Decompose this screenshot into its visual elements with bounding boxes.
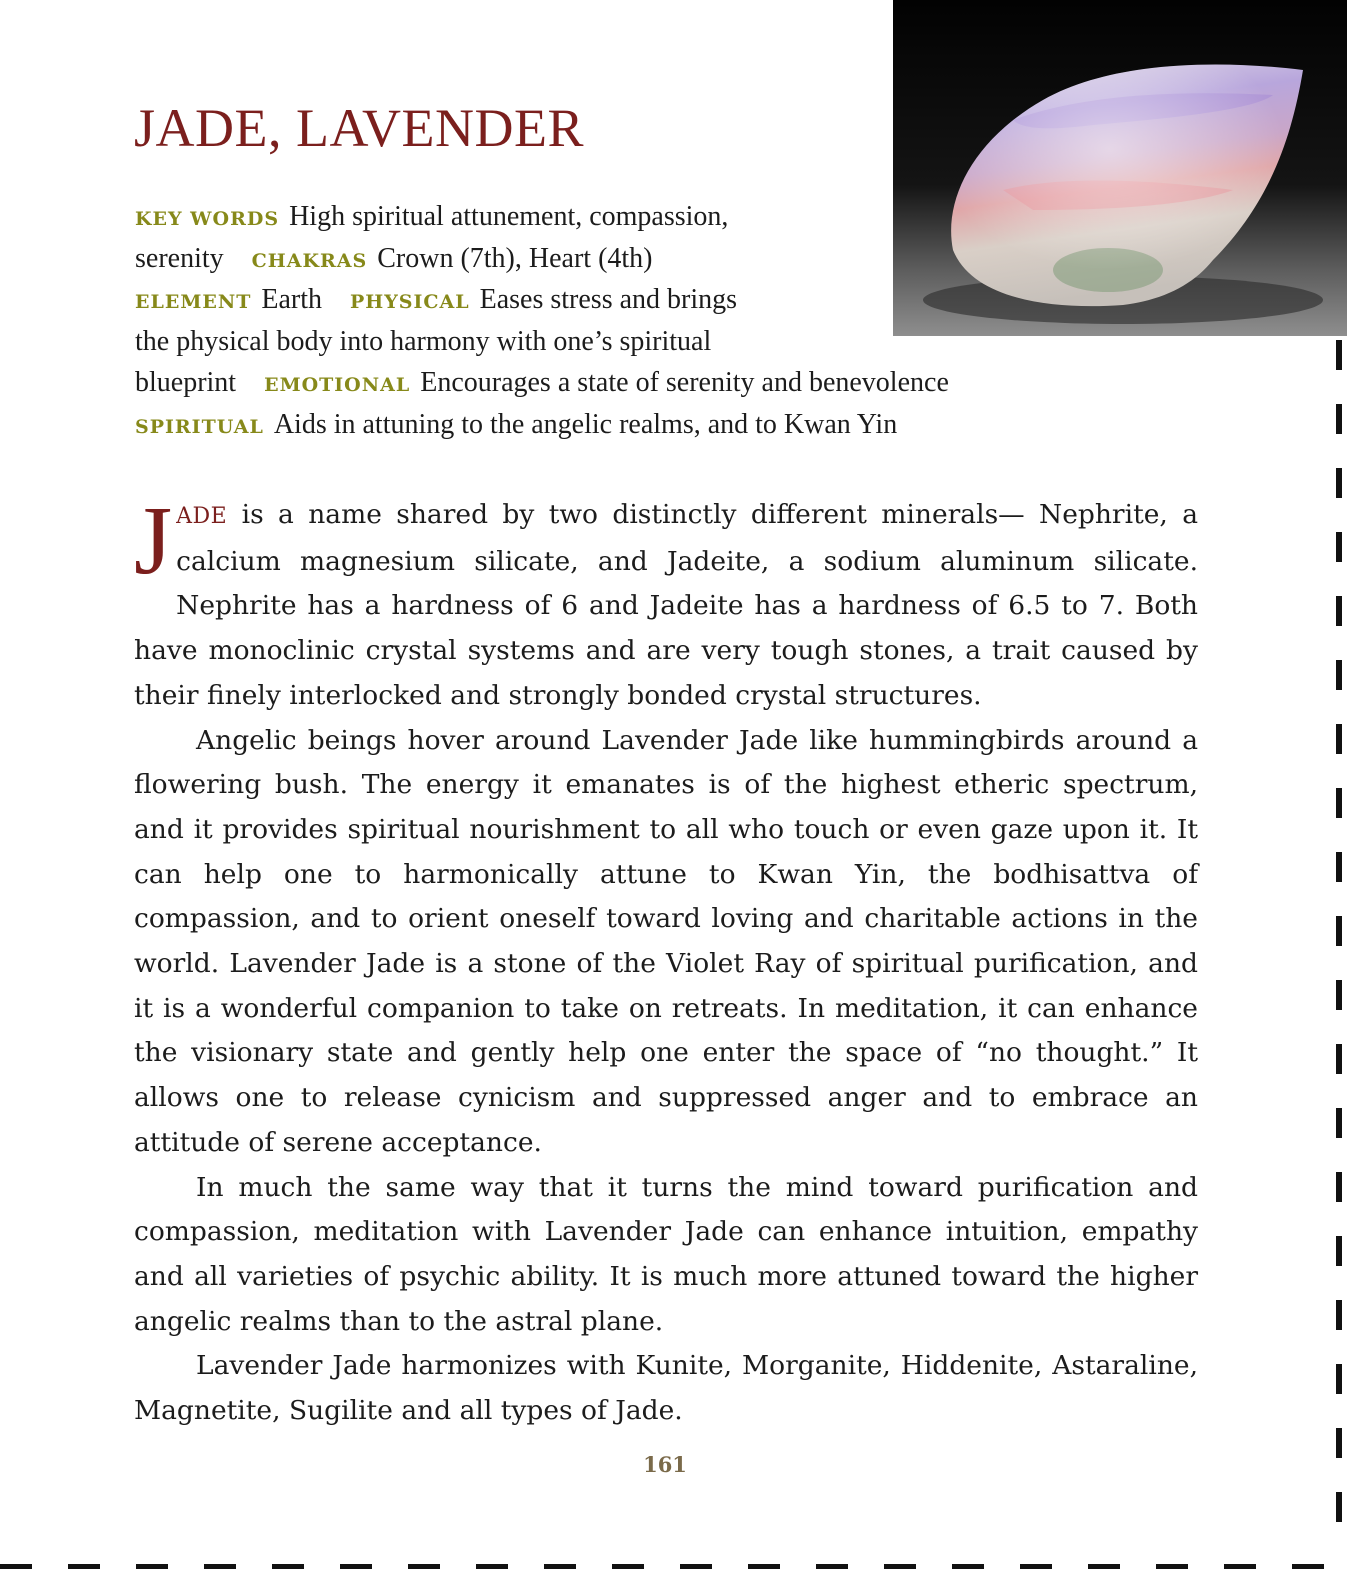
body-text [134,487,1198,1434]
emotional-label: EMOTIONAL [264,374,411,397]
attributes-line-6 [135,404,949,446]
key-words-text: High spiritual attunement, compassion, [289,201,729,232]
paragraph-4: Lavender Jade harmonizes with Kunite, Morganite, Hiddenite, Astaraline, Magnetite, Sugilite and all types of Jade. [134,1350,1198,1427]
physical-text-end: blueprint [135,367,237,399]
physical-text: Eases stress and brings [479,284,738,316]
attributes-block [135,196,949,446]
chakras-label: CHAKRAS [251,249,368,272]
page-number: 161 [643,1452,687,1477]
drop-cap: J [134,487,173,595]
paragraph-1-text: is a name shared by two distinctly different minerals— Nephrite, a calcium magnesium silicate, and Jadeite, a sodium aluminum silicate. Nephrite has a hardness of 6 and Jadeite has a hardness of 6.5 to 7. Both have monoclinic crystal systems and are very tough stones, a trait caused by their finely interlocked and strongly bonded crystal structures. [134,499,1198,711]
key-words-label: KEY WORDS [135,208,280,230]
physical-text-cont: the physical body into harmony with one’s spiritual [135,325,712,357]
page-title: JADE, LAVENDER [134,98,584,158]
right-edge-marks [1336,340,1342,1540]
paragraph-2: Angelic beings hover around Lavender Jade like hummingbirds around a flowering bush. The energy it emanates is of the highest etheric spectrum, and it provides spiritual nourishment to all who touch or even gaze upon it. It can help one to harmonically attune to Kwan Yin, the bodhisattva of compassion, and to orient oneself toward loving and charitable actions in the world. Lavender Jade is a stone of the Violet Ray of spiritual purification, and it is a wonderful companion to take on retreats. In meditation, it can enhance the visionary state and gently help one enter the space of “no thought.” It allows one to release cynicism and suppressed anger and to embrace an attitude of serene acceptance. [134,724,1198,1158]
attributes-line-1 [135,196,949,238]
attributes-line-4 [135,321,949,363]
lead-in: ADE [176,504,228,529]
physical-label: PHYSICAL [349,291,470,314]
chakras-text: Crown (7th), Heart (4th) [377,242,653,274]
attributes-line-2 [135,238,949,280]
attributes-line-5 [135,362,949,404]
attributes-line-3 [135,279,949,321]
element-text: Earth [261,284,322,316]
emotional-text: Encourages a state of serenity and benevolence [420,367,949,399]
spiritual-text: Aids in attuning to the angelic realms, and to Kwan Yin [273,408,898,440]
paragraph-3: In much the same way that it turns the mind toward purification and compassion, meditation with Lavender Jade can enhance intuition, empathy and all varieties of psychic ability. It is much more attuned toward the higher angelic realms than to the astral plane. [134,1171,1198,1337]
bottom-edge-marks [0,1564,1347,1569]
key-words-text-cont: serenity [135,242,224,274]
spiritual-label: SPIRITUAL [135,415,264,438]
lavender-jade-photo [893,0,1347,336]
element-label: ELEMENT [135,291,252,314]
paragraph-1 [134,487,1198,719]
